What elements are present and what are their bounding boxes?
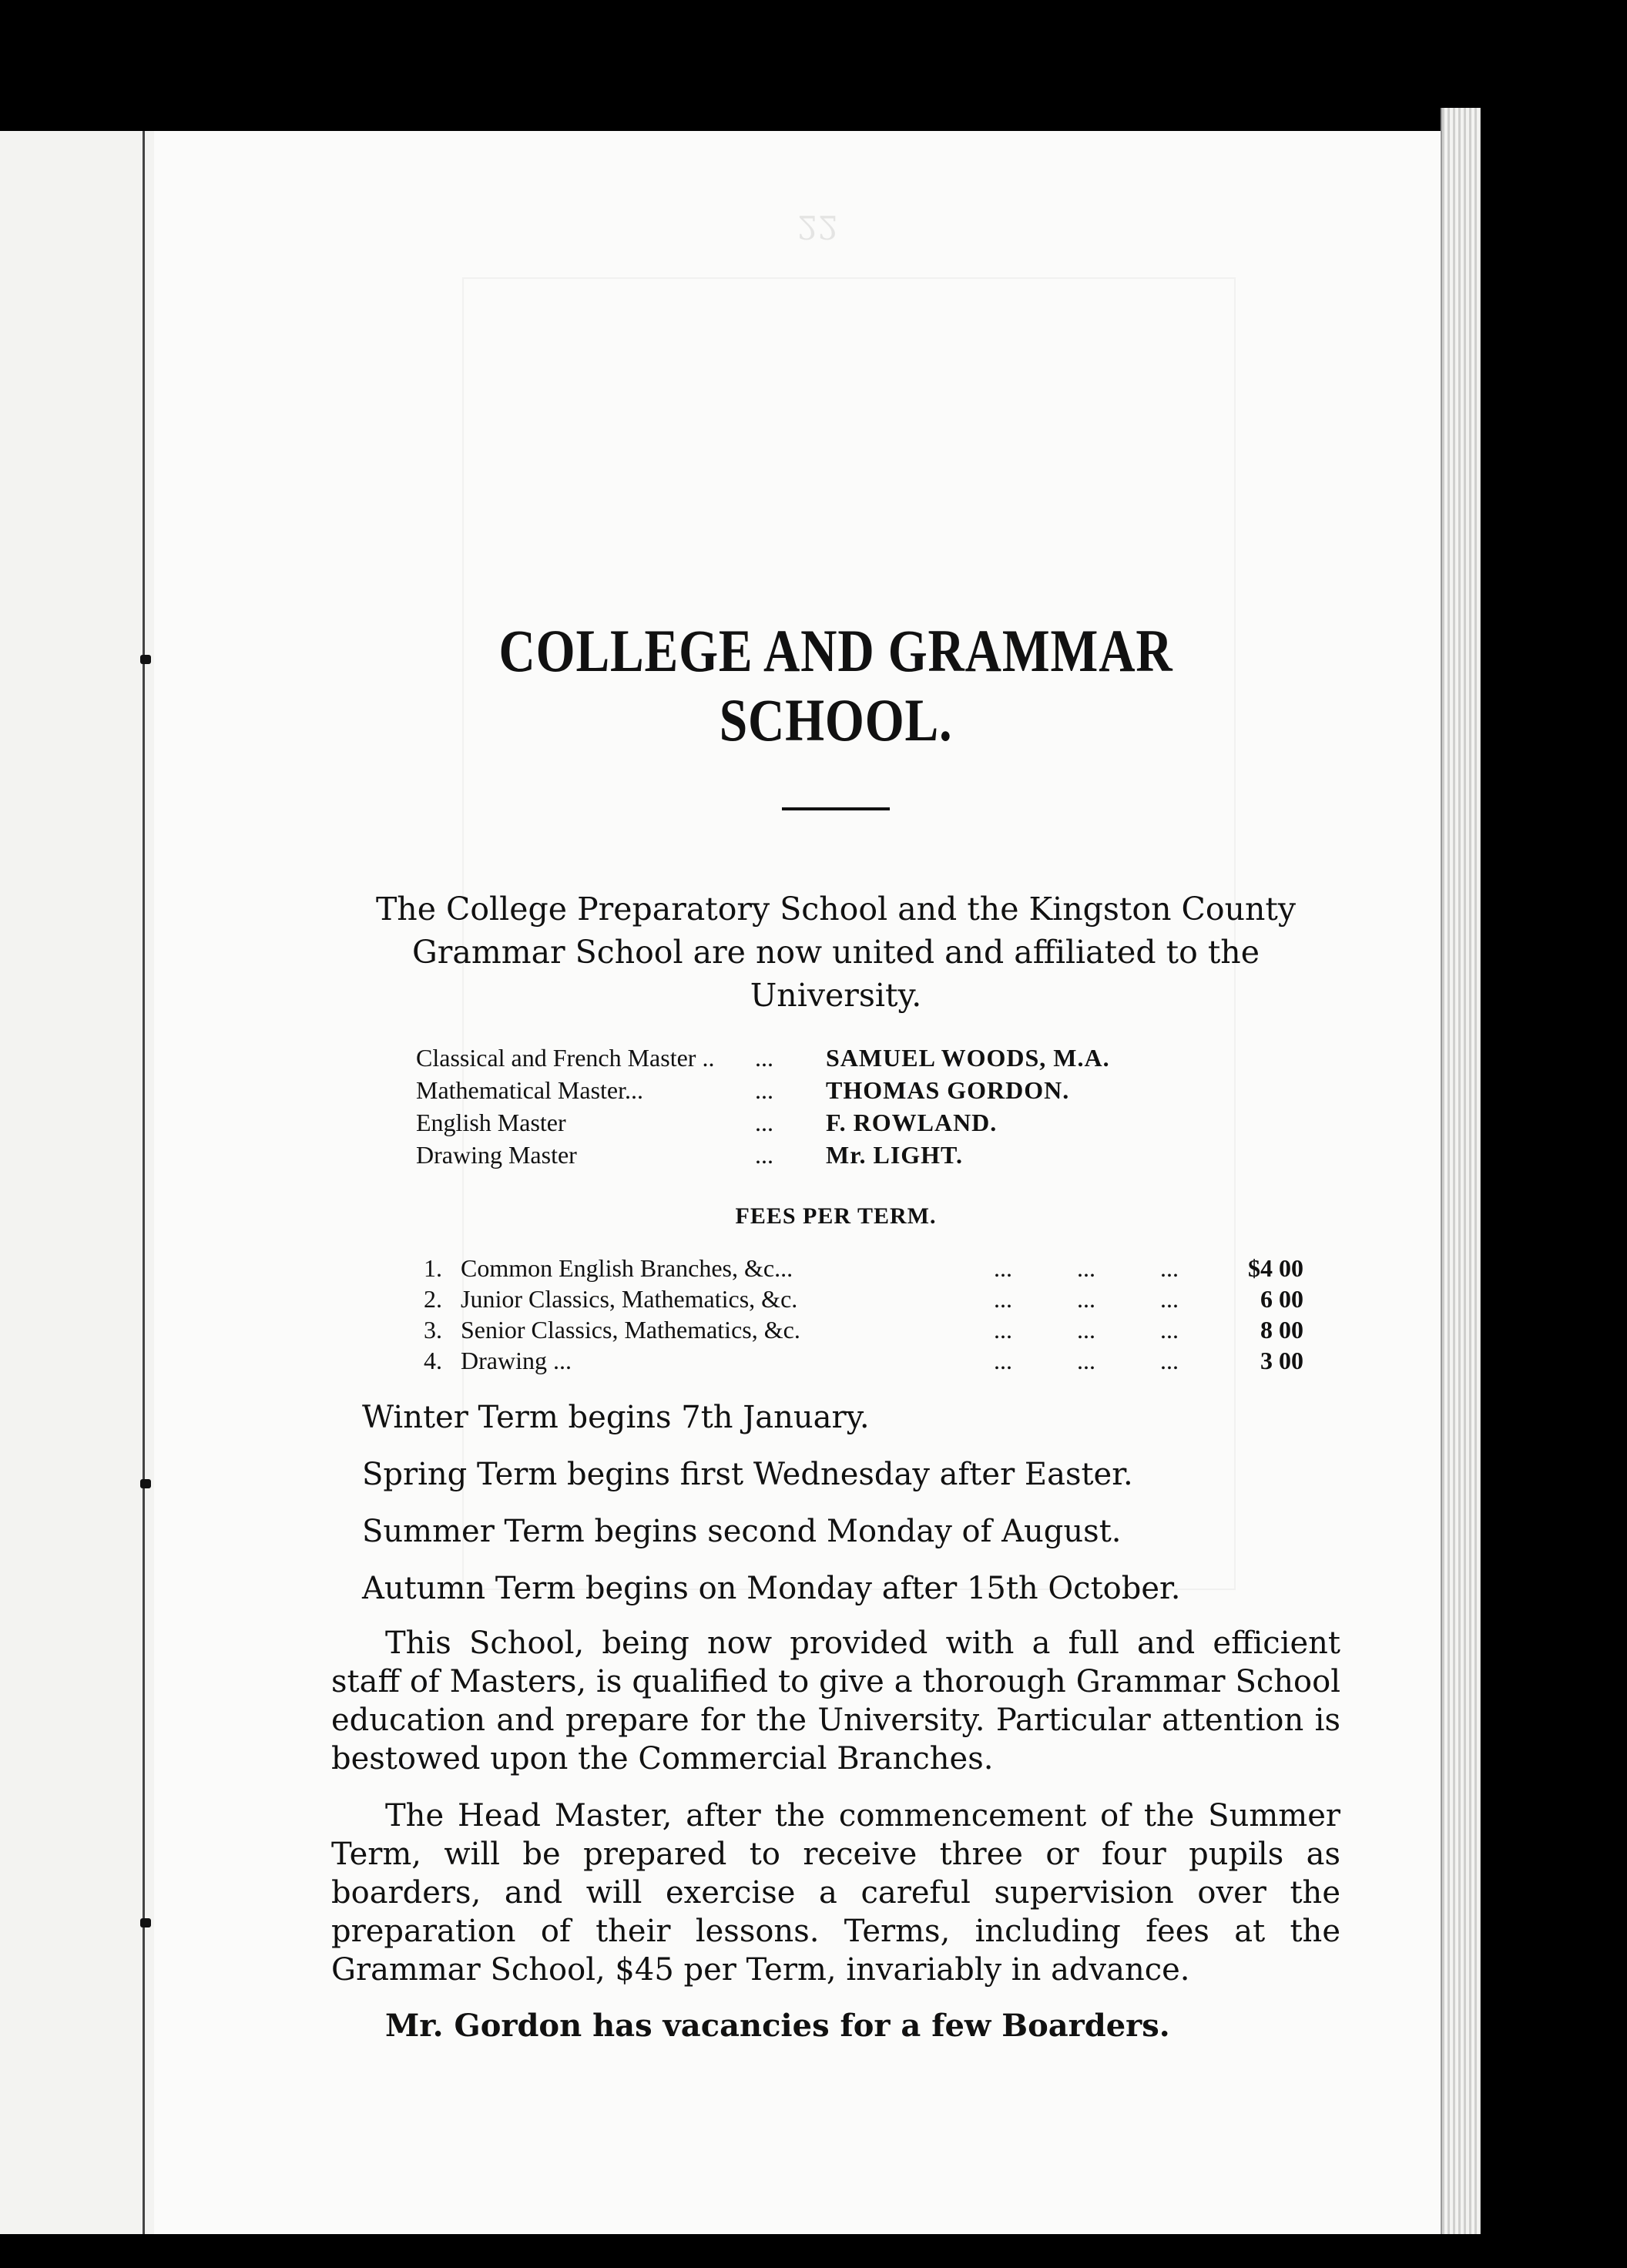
fee-item: Junior Classics, Mathematics, &c. bbox=[461, 1285, 798, 1313]
leader-dots: ... bbox=[994, 1285, 1012, 1313]
leader-dots: ... bbox=[1077, 1347, 1095, 1374]
facing-page bbox=[0, 131, 156, 2234]
fee-item: Drawing ... bbox=[461, 1347, 572, 1374]
binding-stitch bbox=[140, 655, 151, 664]
fee-number: 4. bbox=[424, 1347, 442, 1374]
leader-dots: ... bbox=[1160, 1347, 1179, 1374]
leader-dots: ... bbox=[1160, 1254, 1179, 1282]
term-date: Autumn Term begins on Monday after 15th October. bbox=[362, 1571, 1181, 1606]
leader-dots: ... bbox=[755, 1141, 773, 1169]
master-title: Classical and French Master .. bbox=[416, 1044, 715, 1072]
leader-dots: ... bbox=[994, 1347, 1012, 1374]
master-row bbox=[416, 1074, 1110, 1106]
fee-item: Common English Branches, &c... bbox=[461, 1254, 793, 1282]
leader-dots: ... bbox=[994, 1254, 1012, 1282]
master-title: Drawing Master bbox=[416, 1141, 577, 1169]
master-name: F. ROWLAND. bbox=[826, 1109, 998, 1136]
boarding-paragraph: The Head Master, after the commencement of the Summer Term, will be prepared to receive three or four pupils as boarders, and will exercise a careful supervision over the preparation of their lessons. Terms, including fees at the Grammar School, $45 per Term, invariably in advance. bbox=[331, 1798, 1340, 1988]
boarders-note: Mr. Gordon has vacancies for a few Boarders. bbox=[385, 2008, 1170, 2044]
fee-row bbox=[424, 1314, 1303, 1345]
master-title: Mathematical Master... bbox=[416, 1076, 644, 1104]
fee-row bbox=[424, 1253, 1303, 1283]
term-date: Spring Term begins first Wednesday after Easter. bbox=[362, 1457, 1133, 1492]
master-row bbox=[416, 1106, 1110, 1139]
master-name: Mr. LIGHT. bbox=[826, 1141, 964, 1169]
master-title: English Master bbox=[416, 1109, 566, 1136]
masters-list bbox=[416, 1042, 1110, 1171]
term-date: Summer Term begins second Monday of August. bbox=[362, 1514, 1122, 1549]
leader-dots: ... bbox=[1077, 1254, 1095, 1282]
fee-amount: 6 00 bbox=[1260, 1285, 1303, 1313]
fee-row bbox=[424, 1283, 1303, 1314]
fee-amount: 3 00 bbox=[1260, 1347, 1303, 1374]
binding-stitch bbox=[140, 1918, 151, 1927]
fee-amount: 8 00 bbox=[1260, 1316, 1303, 1344]
leader-dots: ... bbox=[755, 1044, 773, 1072]
master-name: SAMUEL WOODS, M.A. bbox=[826, 1044, 1110, 1072]
fee-number: 1. bbox=[424, 1254, 442, 1282]
fee-item: Senior Classics, Mathematics, &c. bbox=[461, 1316, 800, 1344]
master-row bbox=[416, 1042, 1110, 1074]
page-title: COLLEGE AND GRAMMAR SCHOOL. bbox=[498, 617, 1173, 753]
page-edges bbox=[1441, 108, 1481, 2234]
page-content bbox=[331, 616, 1340, 2044]
leader-dots: ... bbox=[1160, 1285, 1179, 1313]
fee-amount: $4 00 bbox=[1248, 1254, 1303, 1282]
leader-dots: ... bbox=[1077, 1316, 1095, 1344]
leader-dots: ... bbox=[1160, 1316, 1179, 1344]
term-dates bbox=[331, 1396, 1340, 1610]
binding-stitch bbox=[140, 1479, 151, 1488]
fees-heading: FEES PER TERM. bbox=[735, 1203, 937, 1229]
fee-number: 2. bbox=[424, 1285, 442, 1313]
master-row bbox=[416, 1139, 1110, 1171]
fee-number: 3. bbox=[424, 1316, 442, 1344]
leader-dots: ... bbox=[755, 1109, 773, 1136]
fees-table bbox=[424, 1253, 1303, 1376]
leader-dots: ... bbox=[994, 1316, 1012, 1344]
leader-dots: ... bbox=[1077, 1285, 1095, 1313]
master-name: THOMAS GORDON. bbox=[826, 1076, 1070, 1104]
leader-dots: ... bbox=[755, 1076, 773, 1104]
staff-paragraph: This School, being now provided with a full and efficient staff of Masters, is qualified to give a thorough Grammar School education and prepare for the University. Particular attention is bestowed upon the Commercial Branches. bbox=[331, 1626, 1340, 1776]
title-rule bbox=[782, 807, 890, 810]
fee-row bbox=[424, 1345, 1303, 1376]
intro-paragraph: The College Preparatory School and the Kingston County Grammar School are now united and affiliated to the University. bbox=[375, 891, 1297, 1014]
term-date: Winter Term begins 7th January. bbox=[362, 1400, 870, 1435]
bleed-through-page-number: 22 bbox=[797, 208, 839, 246]
